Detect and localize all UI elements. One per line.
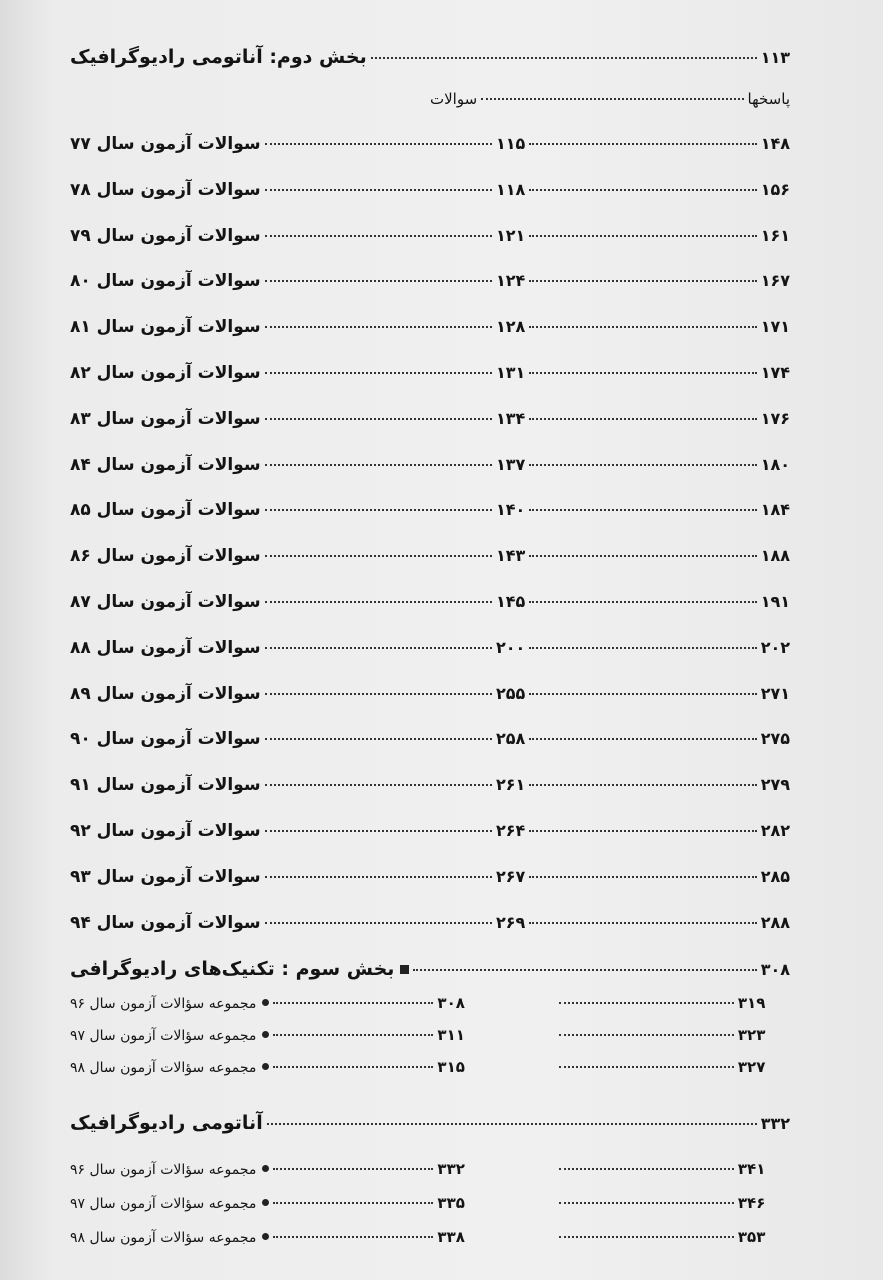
exam-row: [70, 638, 790, 658]
leader-dots: [529, 784, 756, 786]
bullet-icon: [262, 999, 269, 1006]
section4-heading-row: [70, 1112, 790, 1134]
exam-row-label: سوالات آزمون سال ۸۷: [70, 592, 261, 612]
bullet-icon: [262, 1031, 269, 1038]
exam-row-answers-page: ۱۷۱: [760, 317, 790, 337]
exam-row-answers-page: ۱۶۷: [760, 271, 790, 291]
section3-item-row: [70, 1026, 790, 1044]
exam-row-questions-page: ۱۴۵: [496, 592, 526, 611]
exam-row-label: سوالات آزمون سال ۸۱: [70, 317, 261, 338]
square-bullet-icon: [400, 965, 409, 974]
exam-row-answers-page: ۲۸۵: [760, 866, 790, 886]
bullet-icon: [262, 1199, 269, 1206]
leader-dots: [529, 235, 756, 237]
leader-dots: [529, 326, 756, 328]
item-questions-page: ۳۰۸: [437, 994, 465, 1012]
exam-row-questions-page: ۱۳۱: [496, 363, 526, 382]
exam-row-label: سوالات آزمون سال ۸۳: [70, 408, 261, 429]
exam-row-answers-page: ۱۶۱: [760, 225, 790, 245]
leader-dots: [559, 1002, 734, 1004]
leader-dots: [529, 693, 756, 695]
leader-dots: [529, 372, 756, 374]
leader-dots: [265, 418, 492, 420]
column-header-row: [430, 90, 790, 108]
section4-item-row: [70, 1228, 790, 1246]
exam-row: [70, 913, 790, 933]
item-label: مجموعه سؤالات آزمون سال ۹۶: [70, 1162, 257, 1178]
exam-row-questions-page: ۲۵۵: [496, 683, 526, 703]
exam-row-label: سوالات آزمون سال ۹۱: [70, 775, 261, 796]
leader-dots: [267, 1123, 757, 1125]
leader-dots: [559, 1168, 734, 1170]
exam-row: [70, 775, 790, 795]
exam-row-answers-page: ۲۷۹: [760, 775, 790, 795]
exam-row-questions-page: ۲۶۹: [496, 912, 526, 932]
exam-row-questions-page: ۱۴۰: [496, 500, 526, 520]
leader-dots: [265, 189, 492, 191]
leader-dots: [529, 280, 756, 282]
exam-row-label: سوالات آزمون سال ۹۰: [70, 729, 261, 750]
exam-row-label: سوالات آزمون سال ۸۸: [70, 637, 261, 658]
section3-item-row: [70, 994, 790, 1012]
item-label: مجموعه سؤالات آزمون سال ۹۸: [70, 1230, 257, 1246]
exam-row: [70, 729, 790, 749]
exam-row-label: سوالات آزمون سال ۹۳: [70, 866, 261, 887]
exam-row-answers-page: ۲۷۱: [760, 683, 790, 703]
leader-dots: [265, 830, 492, 832]
section4-page: ۳۳۲: [760, 1114, 790, 1133]
section3-title: بخش سوم : تکنیک‌های رادیوگرافی: [70, 958, 395, 980]
exam-row: [70, 317, 790, 337]
exam-row-answers-page: ۲۸۲: [760, 821, 790, 840]
leader-dots: [529, 601, 756, 603]
leader-dots: [265, 555, 492, 557]
bullet-icon: [262, 1063, 269, 1070]
leader-dots: [529, 189, 756, 191]
item-questions-page: ۳۳۵: [437, 1194, 465, 1212]
item-answers-page: ۳۴۱: [737, 1160, 766, 1178]
leader-dots: [265, 143, 492, 145]
exam-row: [70, 363, 790, 383]
exam-row: [70, 546, 790, 566]
item-answers-page: ۳۲۷: [737, 1058, 766, 1076]
leader-dots: [265, 647, 492, 649]
exam-row-questions-page: ۲۵۸: [496, 729, 526, 749]
leader-dots: [265, 372, 492, 374]
exam-row: [70, 867, 790, 887]
section4-title: آناتومی رادیوگرافیک: [70, 1112, 263, 1134]
item-label: مجموعه سؤالات آزمون سال ۹۷: [70, 1028, 257, 1044]
section3-heading-row: [70, 958, 790, 980]
leader-dots: [265, 326, 492, 328]
exam-row-label: سوالات آزمون سال ۷۷: [70, 134, 261, 154]
section4-item-row: [70, 1194, 790, 1212]
exam-row: [70, 684, 790, 704]
exam-row-questions-page: ۲۶۷: [496, 866, 526, 886]
leader-dots: [529, 876, 756, 878]
exam-row: [70, 226, 790, 246]
leader-dots: [265, 601, 492, 603]
exam-row-answers-page: ۱۵۶: [760, 179, 790, 199]
leader-dots: [529, 143, 756, 145]
exam-row: [70, 455, 790, 475]
leader-dots: [413, 969, 756, 971]
leader-dots: [559, 1202, 734, 1204]
exam-row-label: سوالات آزمون سال ۹۴: [70, 912, 261, 933]
exam-row: [70, 821, 790, 841]
exam-row-questions-page: ۱۲۱: [496, 225, 526, 245]
exam-row: [70, 271, 790, 291]
leader-dots: [265, 693, 492, 695]
leader-dots: [273, 1236, 433, 1238]
exam-row-label: سوالات آزمون سال ۹۲: [70, 821, 261, 841]
leader-dots: [265, 738, 492, 740]
exam-row-answers-page: ۱۴۸: [760, 134, 790, 153]
column-answers-label: پاسخها: [747, 90, 790, 108]
exam-row-label: سوالات آزمون سال ۸۹: [70, 683, 261, 704]
item-questions-page: ۳۱۱: [437, 1026, 465, 1044]
exam-row-answers-page: ۱۷۴: [760, 363, 790, 382]
leader-dots: [529, 555, 756, 557]
exam-row-questions-page: ۱۳۴: [496, 408, 526, 428]
leader-dots: [273, 1202, 433, 1204]
exam-row-label: سوالات آزمون سال ۸۵: [70, 500, 261, 521]
item-answers-page: ۳۵۳: [737, 1228, 766, 1246]
leader-dots: [559, 1034, 734, 1036]
exam-row-questions-page: ۲۰۰: [496, 637, 526, 657]
exam-row-answers-page: ۲۸۸: [760, 912, 790, 932]
item-questions-page: ۳۳۸: [437, 1228, 465, 1246]
exam-row-label: سوالات آزمون سال ۸۲: [70, 363, 261, 383]
leader-dots: [529, 647, 756, 649]
leader-dots: [265, 784, 492, 786]
bullet-icon: [262, 1165, 269, 1172]
item-answers-page: ۳۱۹: [737, 994, 766, 1012]
leader-dots: [559, 1236, 734, 1238]
exam-row-answers-page: ۱۸۴: [760, 500, 790, 520]
item-answers-page: ۳۲۳: [737, 1026, 766, 1044]
exam-row: [70, 180, 790, 200]
exam-row-questions-page: ۲۶۱: [496, 775, 526, 795]
exam-row-label: سوالات آزمون سال ۷۹: [70, 225, 261, 246]
item-answers-page: ۳۴۶: [737, 1194, 766, 1212]
leader-dots: [265, 280, 492, 282]
item-label: مجموعه سؤالات آزمون سال ۹۸: [70, 1060, 257, 1076]
exam-row-label: سوالات آزمون سال ۸۰: [70, 271, 261, 292]
item-label: مجموعه سؤالات آزمون سال ۹۷: [70, 1196, 257, 1212]
leader-dots: [273, 1002, 433, 1004]
exam-row-answers-page: ۲۰۲: [760, 637, 790, 657]
leader-dots: [273, 1168, 433, 1170]
exam-row-label: سوالات آزمون سال ۷۸: [70, 179, 261, 200]
leader-dots: [371, 57, 757, 59]
section2-title: بخش دوم: آناتومی رادیوگرافیک: [70, 46, 367, 68]
exam-row-answers-page: ۱۹۱: [760, 592, 790, 611]
exam-row-questions-page: ۱۲۸: [496, 317, 526, 337]
exam-row-label: سوالات آزمون سال ۸۶: [70, 546, 261, 567]
leader-dots: [529, 418, 756, 420]
leader-dots: [265, 464, 492, 466]
exam-row-answers-page: ۱۸۰: [760, 454, 790, 474]
exam-row-questions-page: ۲۶۴: [496, 821, 526, 840]
exam-row: [70, 409, 790, 429]
item-label: مجموعه سؤالات آزمون سال ۹۶: [70, 996, 257, 1012]
exam-row-label: سوالات آزمون سال ۸۴: [70, 454, 261, 475]
leader-dots: [481, 98, 743, 100]
exam-row: [70, 500, 790, 520]
leader-dots: [265, 876, 492, 878]
section3-item-row: [70, 1058, 790, 1076]
exam-row-answers-page: ۱۸۸: [760, 546, 790, 566]
item-questions-page: ۳۳۲: [437, 1160, 465, 1178]
leader-dots: [273, 1066, 433, 1068]
exam-row-answers-page: ۱۷۶: [760, 408, 790, 428]
section3-page: ۳۰۸: [760, 960, 790, 979]
exam-row-questions-page: ۱۴۳: [496, 546, 526, 566]
exam-row-answers-page: ۲۷۵: [760, 729, 790, 749]
section4-item-row: [70, 1160, 790, 1178]
exam-row-questions-page: ۱۲۴: [496, 271, 526, 291]
exam-row: [70, 592, 790, 612]
leader-dots: [265, 509, 492, 511]
leader-dots: [273, 1034, 433, 1036]
leader-dots: [559, 1066, 734, 1068]
leader-dots: [529, 464, 756, 466]
leader-dots: [265, 922, 492, 924]
exam-row-questions-page: ۱۳۷: [496, 454, 526, 474]
section2-heading-row: [70, 46, 790, 68]
leader-dots: [529, 830, 756, 832]
section2-page: ۱۱۳: [760, 48, 790, 67]
leader-dots: [529, 922, 756, 924]
leader-dots: [529, 509, 756, 511]
exam-row: [70, 134, 790, 154]
item-questions-page: ۳۱۵: [437, 1058, 465, 1076]
column-questions-label: سوالات: [430, 90, 478, 108]
exam-row-questions-page: ۱۱۸: [496, 179, 526, 199]
leader-dots: [529, 738, 756, 740]
bullet-icon: [262, 1233, 269, 1240]
exam-row-questions-page: ۱۱۵: [496, 134, 526, 153]
leader-dots: [265, 235, 492, 237]
